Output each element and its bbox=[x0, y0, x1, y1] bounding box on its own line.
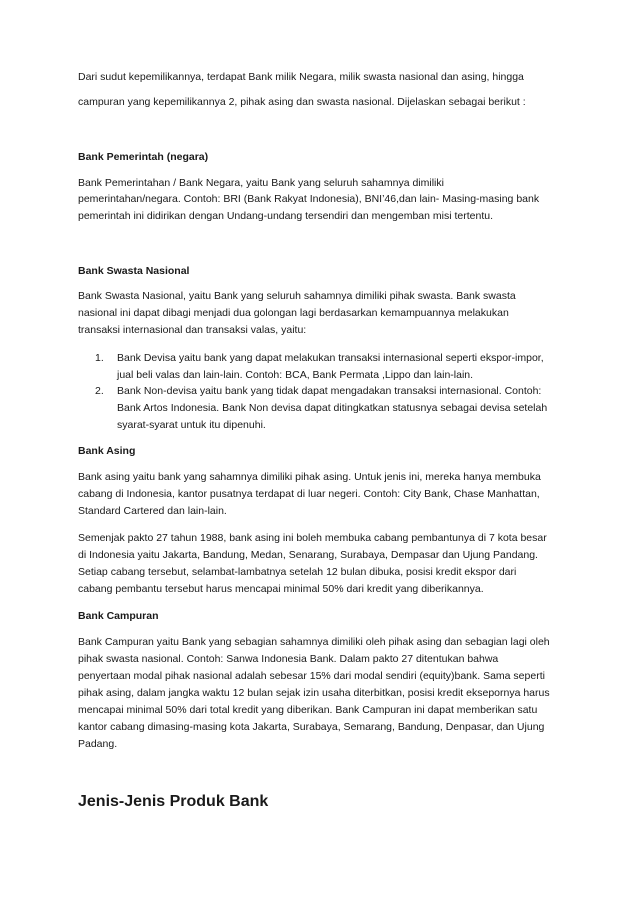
list-item-1-line-1: Bank Devisa yaitu bank yang dapat melakukan transaksi internasional seperti ekspor-impor, bbox=[117, 352, 544, 364]
bank-campuran-line-6: kantor cabang dimasing-masing kota Jakarta, Surabaya, Semarang, Bandung, Denpasar, dan Ujung bbox=[78, 721, 545, 733]
heading-bank-asing: Bank Asing bbox=[78, 445, 136, 457]
bank-campuran-line-4: pihak asing, dalam jangka waktu 12 bulan sejak izin usaha diterbitkan, posisi kredit eksepornya harus bbox=[78, 687, 550, 699]
bank-swasta-line-1: Bank Swasta Nasional, yaitu Bank yang seluruh sahamnya dimiliki pihak swasta. Bank swasta bbox=[78, 290, 516, 302]
intro-line-1: Dari sudut kepemilikannya, terdapat Bank milik Negara, milik swasta nasional dan asing, hingga bbox=[78, 71, 524, 83]
bank-campuran-line-3: penyertaan modal pihak nasional adalah sebesar 15% dari modal sendiri (equity)bank. Sama seperti bbox=[78, 670, 545, 682]
bank-asing-p1-line-2: cabang di Indonesia, kantor pusatnya terdapat di luar negeri. Contoh: City Bank, Chase Manhattan, bbox=[78, 488, 540, 500]
bank-campuran-line-5: mencapai minimal 50% dari total kredit yang diberikan. Bank Campuran ini dapat memberikan satu bbox=[78, 704, 538, 716]
list-item-2-line-3: syarat-syarat untuk itu dipenuhi. bbox=[117, 419, 266, 431]
intro-line-2: campuran yang kepemilikannya 2, pihak asing dan swasta nasional. Dijelaskan sebagai berikut : bbox=[78, 96, 526, 108]
list-item-2-line-1: Bank Non-devisa yaitu bank yang tidak dapat mengadakan transaksi internasional. Contoh: bbox=[117, 385, 542, 397]
bank-asing-p1-line-3: Standard Cartered dan lain-lain. bbox=[78, 505, 227, 517]
bank-asing-p2-line-3: Setiap cabang tersebut, selambat-lambatnya setelah 12 bulan dibuka, posisi kredit ekspor dari bbox=[78, 566, 517, 578]
heading-bank-campuran: Bank Campuran bbox=[78, 610, 159, 622]
bank-asing-p2-line-1: Semenjak pakto 27 tahun 1988, bank asing ini boleh membuka cabang pembantunya di 7 kota besar bbox=[78, 532, 547, 544]
list-item-2-line-2: Bank Artos Indonesia. Bank Non devisa dapat ditingkatkan statusnya sebagai devisa setelah bbox=[117, 402, 548, 414]
bank-campuran-line-2: pihak swasta nasional. Contoh: Sanwa Indonesia Bank. Dalam pakto 27 ditentukan bahwa bbox=[78, 653, 499, 665]
bank-pemerintah-line-3: pemerintah ini didirikan dengan Undang-undang tersendiri dan mengemban misi tertentu. bbox=[78, 210, 494, 222]
heading-jenis-produk-bank: Jenis-Jenis Produk Bank bbox=[78, 793, 269, 810]
bank-pemerintah-line-1: Bank Pemerintahan / Bank Negara, yaitu Bank yang seluruh sahamnya dimiliki bbox=[78, 177, 444, 189]
bank-pemerintah-line-2: pemerintahan/negara. Contoh: BRI (Bank Rakyat Indonesia), BNI’46,dan lain- Masing-masing bank bbox=[78, 193, 540, 205]
bank-swasta-line-2: nasional ini dapat dibagi menjadi dua golongan lagi berdasarkan kemampuannya melakukan bbox=[78, 307, 509, 319]
bank-asing-p1-line-1: Bank asing yaitu bank yang sahamnya dimiliki pihak asing. Untuk jenis ini, mereka hanya membuka bbox=[78, 471, 541, 483]
list-number: 1. bbox=[95, 352, 104, 364]
bank-campuran-line-1: Bank Campuran yaitu Bank yang sebagian sahamnya dimiliki oleh pihak asing dan sebagian lagi oleh bbox=[78, 636, 550, 648]
list-item-1-line-2: jual beli valas dan lain-lain. Contoh: BCA, Bank Permata ,Lippo dan lain-lain. bbox=[117, 369, 474, 381]
list-number: 2. bbox=[95, 385, 104, 397]
heading-bank-swasta-nasional: Bank Swasta Nasional bbox=[78, 265, 190, 277]
bank-asing-p2-line-4: cabang pembantu tersebut harus mencapai minimal 50% dari kredit yang diberikannya. bbox=[78, 583, 484, 595]
heading-bank-pemerintah: Bank Pemerintah (negara) bbox=[78, 151, 209, 163]
bank-swasta-line-3: transaksi internasional dan transaksi valas, yaitu: bbox=[78, 324, 307, 336]
bank-asing-p2-line-2: di Indonesia yaitu Jakarta, Bandung, Medan, Senarang, Surabaya, Dempasar dan Ujung Pandang. bbox=[78, 549, 538, 561]
bank-campuran-line-7: Padang. bbox=[78, 738, 118, 750]
